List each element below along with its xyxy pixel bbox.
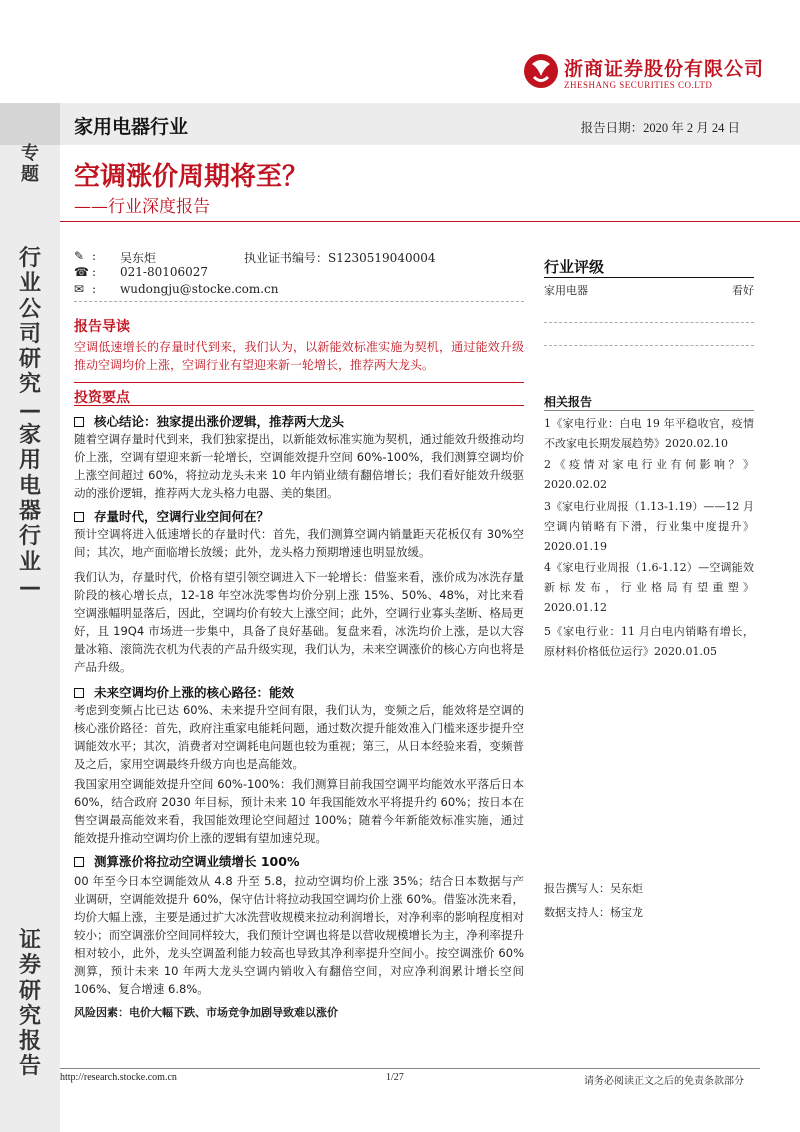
- point-1-title: [74, 412, 344, 430]
- report-date: 报告日期：2020 年 2 月 24 日: [580, 121, 740, 135]
- person-icon: ✎: [74, 249, 85, 263]
- intro-heading: 报告导读: [74, 319, 130, 335]
- point-1-para-1: 随着空调存量时代到来，我们独家提出，以新能效标准实施为契机，通过能效升级推动均价上涨，空调有望迎来新一轮增长，空调能效提升空间 60%-100%，我们测算空调均价上涨空间超过 60%，将拉动龙头未来 10 年内销业绩有翻倍增长；我们看好能效升级驱动的涨价逻辑，推荐两大龙头格力电器、美的集团。: [74, 432, 524, 500]
- related-report-4[interactable]: 4《家电行业周报（1.6-1.12）—空调能效新标发布，行业格局有望重塑》2020.01.12: [544, 561, 754, 614]
- related-report-1[interactable]: 1《家电行业：白电 19 年平稳收官，疫情不改家电长期发展趋势》2020.02.10: [544, 417, 754, 450]
- checkbox-icon: [74, 857, 84, 867]
- point-3-title-text: 未来空调均价上涨的核心路径：能效: [94, 685, 295, 700]
- rating-value: 看好: [732, 284, 754, 297]
- sidebar-bottom-text: 证券研究报告: [18, 928, 41, 1080]
- sidebar-series-label: [0, 246, 60, 600]
- risk-factors: 风险因素：电价大幅下跌、市场竞争加剧导致难以涨价: [74, 1006, 338, 1019]
- cert-number: S1230519040004: [328, 251, 436, 265]
- sidebar-bottom-label: [0, 928, 60, 1080]
- support-label: 数据支持人：: [544, 906, 610, 919]
- company-name-en: ZHESHANG SECURITIES CO.LTD: [564, 80, 713, 90]
- rating-heading: 行业评级: [544, 258, 605, 276]
- related-report-2[interactable]: 2《疫情对家电行业有何影响？》2020.02.02: [544, 458, 754, 491]
- point-4-para-1: 00 年至今日本空调能效从 4.8 升至 5.8，拉动空调均价上涨 35%；结合日本数据与产业调研，空调能效提升 60%，保守估计将拉动我国空调均价上涨 60%。借鉴冰洗来看，均价大幅上涨，主要是通过扩大冰洗营收规模来拉动利润增长，对净利率的影响程度相对较小；而空调涨价空间同样较大，我们预计空调也将是以营收规模增长为主，净利率提升相对较小，此外，龙头空调盈利能力较高也导致其净利率提升空间小。按空调涨价 60%测算，预计未来 10 年两大龙头空调内销收入有翻倍空间，对应净利润累计增长空间 106%、复合增速 6.8%。: [74, 874, 524, 996]
- rating-row: [544, 282, 754, 298]
- cert-row: [244, 249, 436, 266]
- cert-label: 执业证书编号：: [244, 251, 329, 265]
- point-2-title-text: 存量时代，空调行业空间何在？: [94, 509, 270, 524]
- checkbox-icon: [74, 417, 84, 427]
- checkbox-icon: [74, 512, 84, 522]
- company-logo: [522, 50, 765, 100]
- email-row: ✉ : wudongju@stocke.com.cn: [74, 282, 279, 296]
- footer-disclaimer: 请务必阅读正文之后的免责条款部分: [584, 1076, 744, 1087]
- writer-label: 报告撰写人：: [544, 882, 610, 895]
- point-4-title-text: 测算涨价将拉动空调业绩增长 100%: [94, 854, 300, 869]
- rating-divider: [544, 277, 754, 278]
- intro-text: 空调低速增长的存量时代到来，我们认为，以新能效标准实施为契机，通过能效升级推动空调均价上涨，空调行业有望迎来新一轮增长，推荐两大龙头。: [74, 340, 524, 372]
- page-subtitle: ——行业深度报告: [74, 197, 210, 217]
- intro-divider: [74, 382, 524, 383]
- point-1-title-text: 核心结论：独家提出涨价逻辑，推荐两大龙头: [94, 414, 345, 429]
- support-row: [544, 904, 643, 920]
- analyst-row: ✎ : 吴东炬: [74, 249, 157, 265]
- industry-name: 家用电器行业: [74, 116, 189, 138]
- investment-heading: 投资要点: [74, 390, 130, 406]
- writer-row: [544, 880, 643, 896]
- footer-divider: [60, 1068, 760, 1069]
- related-report-5[interactable]: 5《家电行业：11 月白电内销略有增长，原材料价格低位运行》2020.01.05: [544, 625, 754, 658]
- rating-industry: 家用电器: [544, 284, 588, 297]
- point-3-para-2: 我国家用空调能效提升空间 60%-100%：我们测算目前我国空调平均能效水平落后日本 60%，结合政府 2030 年目标，预计未来 10 年我国能效水平将提升约 60%；按日本在售空调最高能效来看，我国能效理论空间超过 100%；随着今年新能效标准实施，通过能效提升推动空调均价上涨的逻辑有望加速兑现。: [74, 777, 524, 845]
- company-name-cn: 浙商证券股份有限公司: [564, 58, 765, 80]
- page-title: 空调涨价周期将至？: [74, 162, 309, 192]
- footer-url[interactable]: http://research.stocke.com.cn: [60, 1072, 177, 1083]
- email-address[interactable]: wudongju@stocke.com.cn: [120, 282, 279, 296]
- related-heading: 相关报告: [544, 395, 593, 409]
- sidebar-special-label: [0, 144, 60, 185]
- sidebar-series-text: 行业公司研究—家用电器行业—: [18, 246, 41, 600]
- phone-icon: ☎: [74, 265, 89, 279]
- writer-name: 吴东炬: [610, 882, 643, 895]
- contact-divider: [74, 301, 524, 302]
- related-report-3[interactable]: 3《家电行业周报（1.13-1.19）——12 月空调内销略有下滑，行业集中度提升》2020.01.19: [544, 500, 754, 553]
- title-divider: [60, 221, 800, 222]
- point-4-title: [74, 852, 299, 870]
- checkbox-icon: [74, 688, 84, 698]
- point-3-para-1: 考虑到变频占比已达 60%、未来提升空间有限，我们认为，变频之后，能效将是空调的核心涨价路径：首先，政府注重家电能耗问题，通过数次提升能效准入门槛来逐步提升空调能效水平；其次，消费者对空调耗电问题也较为重视；第三，从日本经验来看，变频普及之后，家用空调最终升级方向也是高能效。: [74, 703, 524, 771]
- point-2-para-1: 预计空调将进入低速增长的存量时代：首先，我们测算空调内销量距天花板仅有 30%空间；其次，地产面临增长放缓；此外，龙头格力预期增速也明显放缓。: [74, 527, 524, 559]
- rating-dash-2: [544, 345, 754, 346]
- phone-number: 021-80106027: [120, 265, 209, 279]
- investment-divider: [74, 405, 524, 406]
- analyst-name: 吴东炬: [120, 251, 157, 265]
- point-3-title: [74, 683, 294, 701]
- point-2-para-2: 我们认为，存量时代，价格有望引领空调进入下一轮增长：借鉴来看，涨价成为冰洗存量阶段的核心增长点，12-18 年空冰洗零售均价分别上涨 15%、50%、48%，对比来看空调涨幅明显落后，因此，空调均价有较大上涨空间；此外，空调行业寡头垄断、格局更好，且 19Q4 市场进一步集中，具备了良好基础。复盘来看，冰洗均价上涨，是以大容量冰箱、滚筒洗衣机为代表的产品升级实现，我们认为，未来空调涨价的核心方向也将是产品升级。: [74, 570, 524, 674]
- phone-row: ☎ : 021-80106027: [74, 265, 209, 279]
- support-name: 杨宝龙: [610, 906, 643, 919]
- company-logo-icon: [522, 50, 560, 92]
- sidebar-special-text: 专题: [21, 143, 39, 185]
- point-2-title: [74, 507, 269, 525]
- mail-icon: ✉: [74, 282, 85, 296]
- page-number: 1/27: [386, 1072, 404, 1083]
- related-divider: [544, 410, 754, 411]
- sidebar-header-block: [0, 103, 60, 145]
- rating-dash-1: [544, 322, 754, 323]
